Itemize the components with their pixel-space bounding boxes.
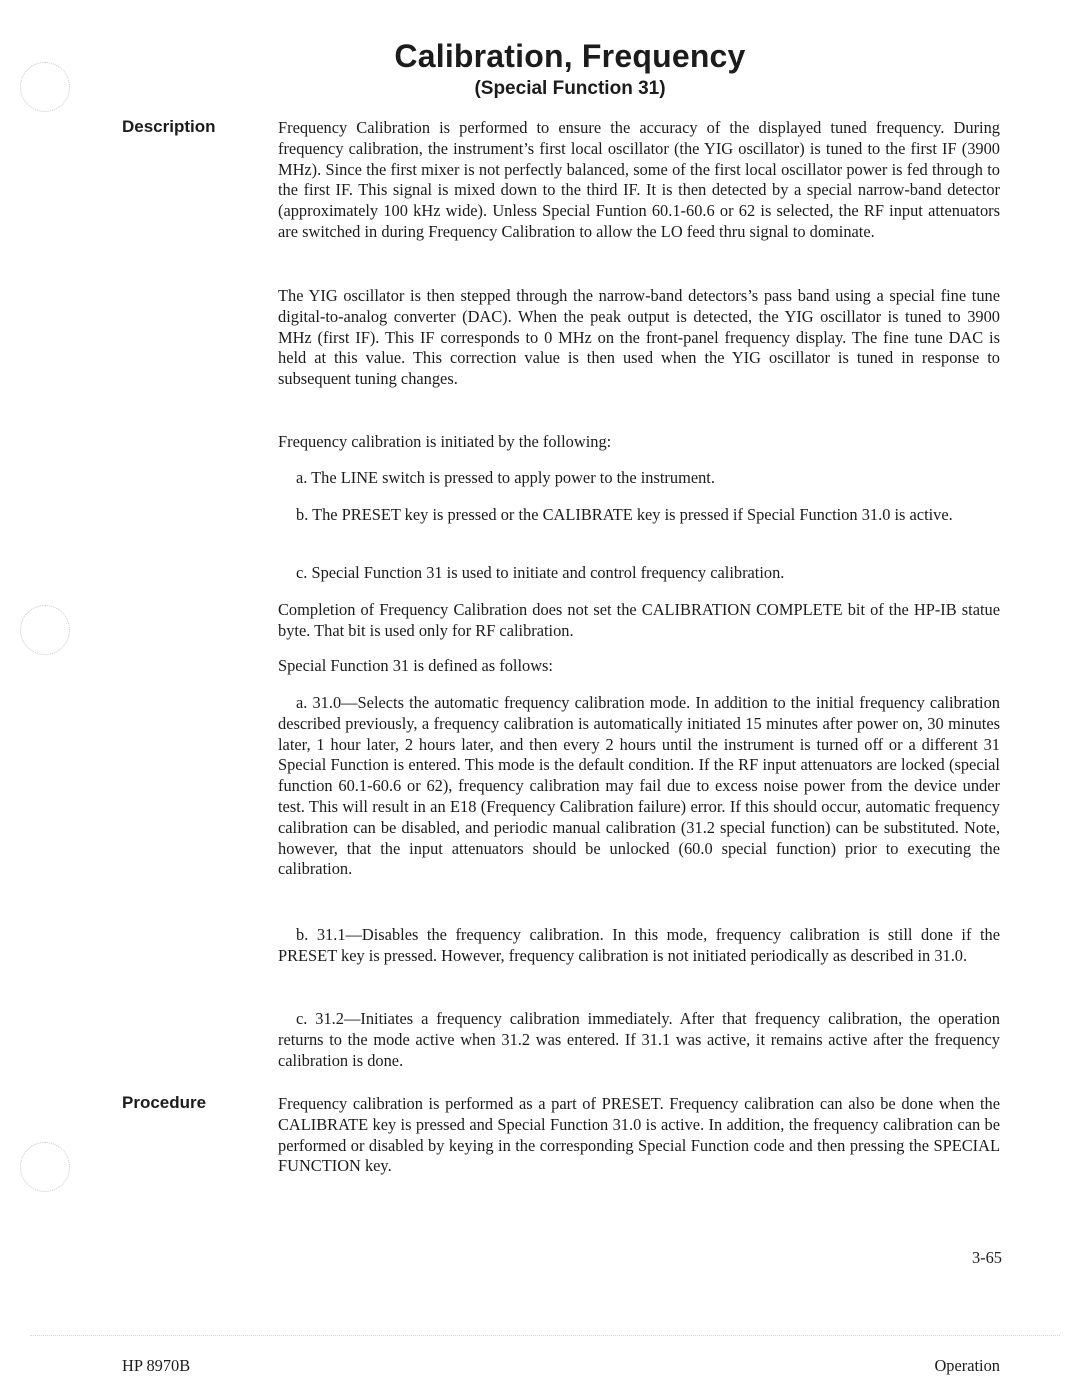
initiation-item-b: b. The PRESET key is pressed or the CALIBRATE key is pressed if Special Function 31.0 is active. [296,505,953,524]
procedure-text: Frequency calibration is performed as a part of PRESET. Frequency calibration can also be done when the CALIBRATE key is pressed and Special Function 31.0 is active. In addition, the frequency calibration can be performed or disabled by keying in the corresponding Special Function code and then pressing the SPECIAL FUNCTION key. [278,1094,1000,1176]
footer-section: Operation [934,1356,1000,1375]
procedure-heading: Procedure [122,1093,207,1112]
binder-hole [20,1142,70,1192]
description-heading: Description [122,117,216,136]
page-number: 3-65 [971,1248,1002,1267]
function-item-31-2: c. 31.2—Initiates a frequency calibration immediately. After that frequency calibration, the operation returns to the mode active when 31.2 was entered. If 31.1 was active, it remains active after the frequency calibration is done. [278,1009,1000,1070]
page-title: Calibration, Frequency [394,38,746,74]
definition-intro: Special Function 31 is defined as follows: [278,656,553,675]
page-subtitle: (Special Function 31) [474,78,666,99]
binder-hole [20,605,70,655]
footer-divider [30,1335,1060,1336]
description-paragraph-1: Frequency Calibration is performed to ensure the accuracy of the displayed tuned frequency. During frequency calibration, the instrument’s first local oscillator (the YIG oscillator) is tuned to the first IF (3900 MHz). Since the first mixer is not perfectly balanced, some of the first local oscillator power is fed through to the first IF. This signal is mixed down to the third IF. It is then detected by a special narrow-band detector (approximately 100 kHz wide). Unless Special Funtion 60.1-60.6 or 62 is selected, the RF input attenuators are switched in during Frequency Calibration to allow the LO feed thru signal to dominate. [278,118,1000,241]
function-item-31-1: b. 31.1—Disables the frequency calibration. In this mode, frequency calibration is still done if the PRESET key is pressed. However, frequency calibration is not initiated periodically as described in 31.0. [278,925,1000,965]
initiation-item-a: a. The LINE switch is pressed to apply power to the instrument. [296,468,715,487]
footer-model: HP 8970B [122,1356,191,1375]
function-item-31-0: a. 31.0—Selects the automatic frequency calibration mode. In addition to the initial frequency calibration described previously, a frequency calibration is automatically initiated 15 minutes after power on, 30 minutes later, 1 hour later, 2 hours later, and then every 2 hours until the instrument is turned off or a different 31 Special Function is entered. This mode is the default condition. If the RF input attenuators are locked (special function 60.1-60.6 or 62), frequency calibration may fail due to excess noise power from the device under test. This will result in an E18 (Frequency Calibration failure) error. If this should occur, automatic frequency calibration can be disabled, and periodic manual calibration (31.2 special function) can be substituted. Note, however, that the input attenuators should be unlocked (60.0 special function) prior to executing the calibration. [278,693,1000,879]
description-paragraph-3: Frequency calibration is initiated by the following: [278,432,612,451]
description-paragraph-2: The YIG oscillator is then stepped through the narrow-band detectors’s pass band using a special fine tune digital-to-analog converter (DAC). When the peak output is detected, the YIG oscillator is tuned to 3900 MHz (first IF). This IF corresponds to 0 MHz on the front-panel frequency display. The fine tune DAC is held at this value. This correction value is then used when the YIG oscillator is tuned in response to subsequent tuning changes. [278,286,1000,389]
completion-note: Completion of Frequency Calibration does not set the CALIBRATION COMPLETE bit of the HP-IB statue byte. That bit is used only for RF calibration. [278,600,1000,640]
initiation-item-c: c. Special Function 31 is used to initiate and control frequency calibration. [296,563,785,582]
